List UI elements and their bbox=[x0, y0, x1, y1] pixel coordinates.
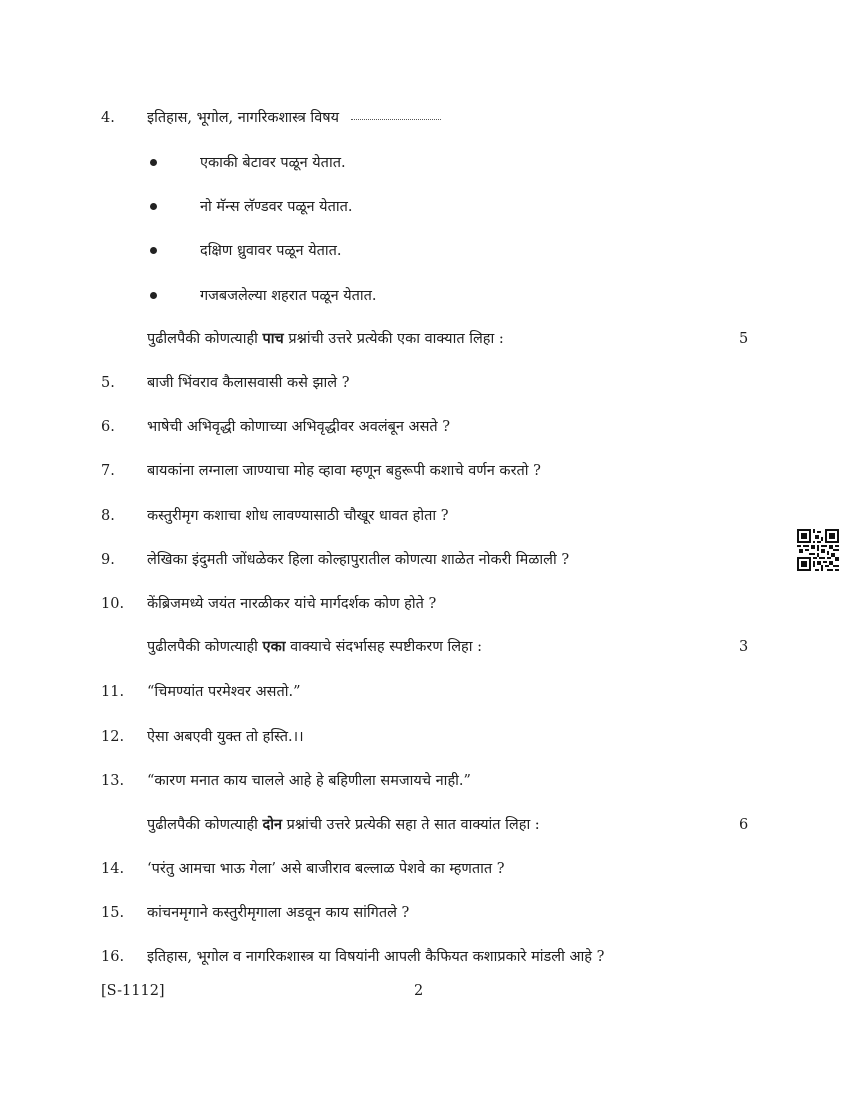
question-number: 9. bbox=[101, 552, 115, 568]
question-text: बायकांना लग्नाला जाण्याचा मोह व्हावा म्हणून बहुरूपी कशाचे वर्णन करतो ? bbox=[147, 463, 541, 479]
fill-blank-dots bbox=[351, 105, 441, 120]
question-text: ऐसा अबएवी युक्त तो हस्ति.।। bbox=[147, 729, 304, 745]
question-number: 15. bbox=[101, 905, 125, 921]
question-number: 13. bbox=[101, 773, 125, 789]
question-row bbox=[0, 724, 850, 750]
bullet-icon bbox=[150, 292, 157, 299]
question-text: “चिमण्यांत परमेश्वर असतो.” bbox=[147, 684, 301, 700]
question-text: बाजी भिंवराव कैलासवासी कसे झाले ? bbox=[147, 375, 350, 391]
question-row bbox=[0, 900, 850, 926]
question-number: 11. bbox=[101, 684, 125, 700]
page-number: 2 bbox=[414, 983, 424, 999]
instruction-count: दोन bbox=[262, 816, 283, 833]
option-bullet bbox=[0, 150, 850, 176]
paper-code: [S-1112] bbox=[101, 983, 165, 999]
question-row bbox=[0, 414, 850, 440]
question-text: कांचनमृगाने कस्तुरीमृगाला अडवून काय सांगितले ? bbox=[147, 905, 410, 921]
question-number: 6. bbox=[101, 419, 115, 435]
question-text: भाषेची अभिवृद्धी कोणाच्या अभिवृद्धीवर अवलंबून असते ? bbox=[147, 419, 451, 435]
question-row bbox=[0, 547, 850, 573]
question-number: 7. bbox=[101, 463, 115, 479]
question-number: 4. bbox=[101, 110, 115, 126]
question-number: 12. bbox=[101, 729, 125, 745]
question-row bbox=[0, 768, 850, 794]
option-bullet bbox=[0, 238, 850, 264]
question-row bbox=[0, 591, 850, 617]
instruction-count: पाच bbox=[262, 330, 284, 347]
option-text: नो मॅन्स लॅण्डवर पळून येतात. bbox=[200, 199, 353, 215]
option-bullet bbox=[0, 194, 850, 220]
bullet-icon bbox=[150, 203, 157, 210]
instruction-count: एका bbox=[262, 638, 286, 655]
question-row bbox=[0, 458, 850, 484]
question-number: 14. bbox=[101, 861, 125, 877]
bullet-icon bbox=[150, 159, 157, 166]
section-marks: 6 bbox=[739, 817, 749, 833]
question-number: 16. bbox=[101, 949, 125, 965]
bullet-icon bbox=[150, 247, 157, 254]
question-number: 8. bbox=[101, 508, 115, 524]
question-row bbox=[0, 856, 850, 882]
question-row bbox=[0, 370, 850, 396]
section-marks: 5 bbox=[739, 331, 749, 347]
question-text: कस्तुरीमृग कशाचा शोध लावण्यासाठी चौखूर धावत होता ? bbox=[147, 508, 449, 524]
section-instruction: पुढीलपैकी कोणत्याही दोन प्रश्नांची उत्तरे प्रत्येकी सहा ते सात वाक्यांत लिहा : 6 bbox=[0, 812, 850, 838]
question-text: “कारण मनात काय चालले आहे हे बहिणीला समजायचे नाही.” bbox=[147, 773, 471, 789]
qr-code-icon bbox=[797, 529, 839, 571]
option-bullet bbox=[0, 283, 850, 309]
option-text: एकाकी बेटावर पळून येतात. bbox=[200, 155, 346, 171]
option-text: दक्षिण ध्रुवावर पळून येतात. bbox=[200, 243, 342, 259]
question-text: केंब्रिजमध्ये जयंत नारळीकर यांचे मार्गदर्शक कोण होते ? bbox=[147, 596, 437, 612]
question-number: 5. bbox=[101, 375, 115, 391]
section-instruction: पुढीलपैकी कोणत्याही एका वाक्याचे संदर्भासह स्पष्टीकरण लिहा : 3 bbox=[0, 634, 850, 660]
question-text: इतिहास, भूगोल, नागरिकशास्त्र विषय bbox=[147, 110, 340, 126]
question-row bbox=[0, 679, 850, 705]
section-instruction: पुढीलपैकी कोणत्याही पाच प्रश्नांची उत्तरे प्रत्येकी एका वाक्यात लिहा : 5 bbox=[0, 326, 850, 352]
question-text: ‘परंतु आमचा भाऊ गेला’ असे बाजीराव बल्लाळ पेशवे का म्हणतात ? bbox=[147, 861, 505, 877]
section-marks: 3 bbox=[739, 639, 749, 655]
question-text: इतिहास, भूगोल व नागरिकशास्त्र या विषयांनी आपली कैफियत कशाप्रकारे मांडली आहे ? bbox=[147, 949, 605, 965]
option-text: गजबजलेल्या शहरात पळून येतात. bbox=[200, 288, 377, 304]
question-text: लेखिका इंदुमती जोंधळेकर हिला कोल्हापुरातील कोणत्या शाळेत नोकरी मिळाली ? bbox=[147, 552, 570, 568]
question-4 bbox=[0, 105, 850, 131]
question-number: 10. bbox=[101, 596, 125, 612]
question-row bbox=[0, 503, 850, 529]
question-row bbox=[0, 944, 850, 970]
